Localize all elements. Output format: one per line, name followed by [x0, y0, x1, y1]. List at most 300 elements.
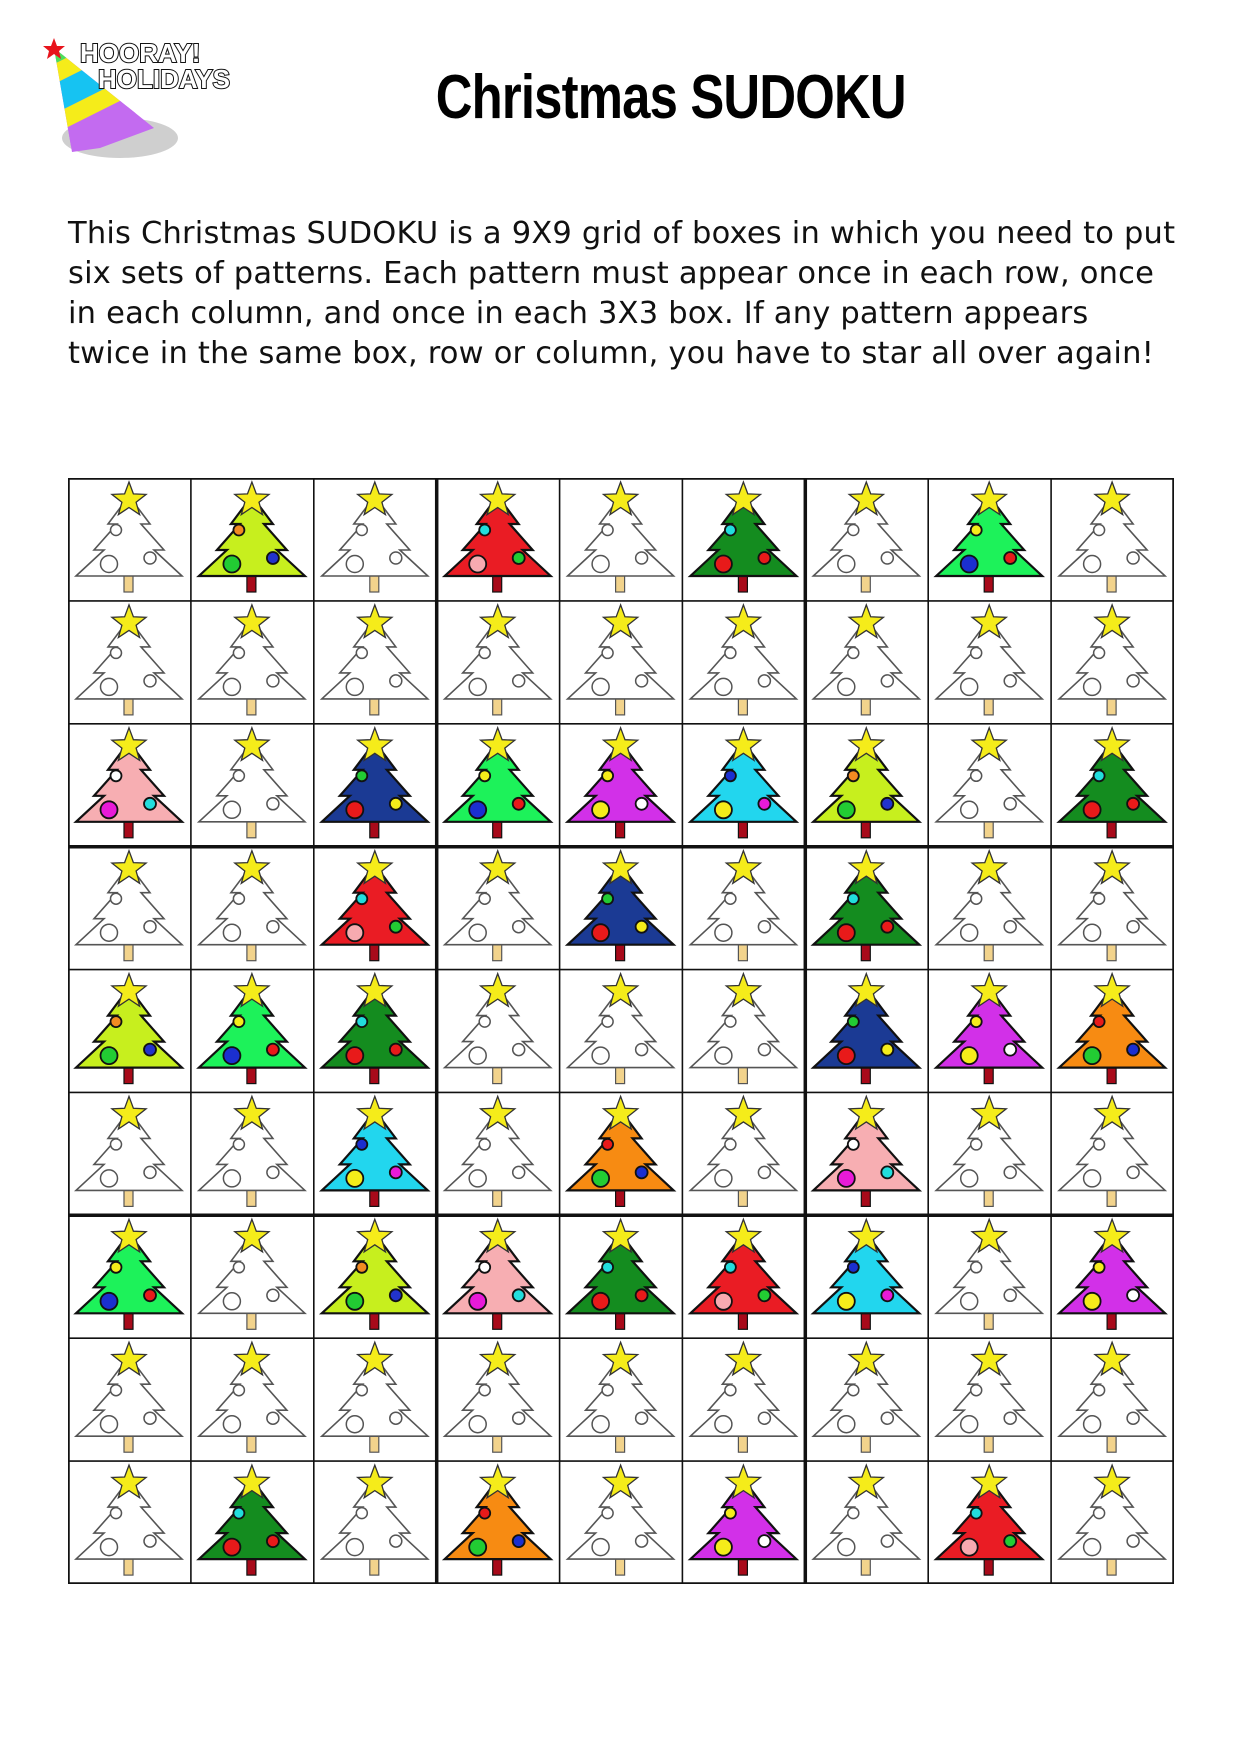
- ornament: [1127, 1044, 1139, 1056]
- ornament: [602, 647, 613, 658]
- sudoku-cell[interactable]: [568, 605, 674, 715]
- ornament: [101, 1293, 118, 1310]
- ornament: [101, 556, 118, 573]
- ornament: [223, 801, 240, 818]
- sudoku-cell[interactable]: [76, 974, 182, 1084]
- sudoku-cell[interactable]: [199, 605, 305, 715]
- sudoku-cell[interactable]: [813, 605, 919, 715]
- ornament: [1004, 798, 1016, 810]
- ornament: [758, 552, 770, 564]
- ornament: [848, 770, 859, 781]
- ornament: [144, 921, 156, 933]
- sudoku-cell[interactable]: [936, 851, 1042, 961]
- sudoku-cell[interactable]: [936, 1342, 1042, 1452]
- sudoku-cell[interactable]: [322, 605, 428, 715]
- ornament: [725, 1508, 736, 1519]
- ornament: [1127, 1535, 1139, 1547]
- ornament: [592, 556, 609, 573]
- ornament: [971, 1385, 982, 1396]
- ornament: [592, 1170, 609, 1187]
- ornament: [1127, 1166, 1139, 1178]
- ornament: [267, 798, 279, 810]
- ornament: [848, 1262, 859, 1273]
- sudoku-cell[interactable]: [813, 1342, 919, 1452]
- ornament: [725, 1016, 736, 1027]
- ornament: [1127, 675, 1139, 687]
- ornament: [111, 770, 122, 781]
- ornament: [592, 801, 609, 818]
- sudoku-cell[interactable]: [445, 605, 551, 715]
- ornament: [101, 1416, 118, 1433]
- ornament: [469, 1539, 486, 1556]
- sudoku-cell[interactable]: [1059, 728, 1165, 838]
- sudoku-cell[interactable]: [813, 1219, 919, 1329]
- ornament: [267, 675, 279, 687]
- sudoku-cell[interactable]: [690, 728, 796, 838]
- sudoku-cell[interactable]: [813, 974, 919, 1084]
- instructions: This Christmas SUDOKU is a 9X9 grid of boxes in which you need to put six sets of patterns. Each pattern must appear once in each row, once in each column, and once in each 3X3 box. If any pattern appears twice in the same box, row or column, you have to star all over again!: [68, 216, 1176, 371]
- ornament: [636, 921, 648, 933]
- sudoku-cell[interactable]: [322, 1096, 428, 1206]
- ornament: [971, 1262, 982, 1273]
- ornament: [715, 678, 732, 695]
- ornament: [513, 798, 525, 810]
- sudoku-cell[interactable]: [322, 1219, 428, 1329]
- ornament: [838, 924, 855, 941]
- sudoku-cell[interactable]: [568, 728, 674, 838]
- ornament: [144, 1044, 156, 1056]
- ornament: [961, 1539, 978, 1556]
- ornament: [758, 1535, 770, 1547]
- ornament: [267, 1289, 279, 1301]
- ornament: [223, 924, 240, 941]
- sudoku-cell[interactable]: [445, 728, 551, 838]
- ornament: [223, 1047, 240, 1064]
- ornament: [346, 1047, 363, 1064]
- ornament: [848, 893, 859, 904]
- ornament: [971, 770, 982, 781]
- ornament: [479, 1016, 490, 1027]
- ornament: [1094, 647, 1105, 658]
- ornament: [838, 1170, 855, 1187]
- sudoku-cell[interactable]: [76, 851, 182, 961]
- sudoku-cell[interactable]: [199, 728, 305, 838]
- ornament: [144, 1289, 156, 1301]
- ornament: [881, 921, 893, 933]
- sudoku-cell[interactable]: [76, 1342, 182, 1452]
- ornament: [479, 893, 490, 904]
- ornament: [479, 525, 490, 536]
- ornament: [758, 675, 770, 687]
- ornament: [1084, 801, 1101, 818]
- sudoku-cell[interactable]: [568, 1342, 674, 1452]
- sudoku-cell[interactable]: [690, 1219, 796, 1329]
- ornament: [469, 1047, 486, 1064]
- ornament: [1084, 1539, 1101, 1556]
- ornament: [881, 1166, 893, 1178]
- ornament: [602, 1139, 613, 1150]
- ornament: [848, 1385, 859, 1396]
- ornament: [848, 1508, 859, 1519]
- ornament: [346, 1539, 363, 1556]
- ornament: [592, 678, 609, 695]
- ornament: [1127, 552, 1139, 564]
- ornament: [144, 675, 156, 687]
- ornament: [144, 1412, 156, 1424]
- ornament: [346, 678, 363, 695]
- sudoku-cell[interactable]: [690, 1342, 796, 1452]
- ornament: [101, 1170, 118, 1187]
- ornament: [390, 1044, 402, 1056]
- ornament: [971, 647, 982, 658]
- ornament: [848, 1139, 859, 1150]
- ornament: [233, 1016, 244, 1027]
- ornament: [1084, 1047, 1101, 1064]
- ornament: [390, 798, 402, 810]
- sudoku-cell[interactable]: [322, 1342, 428, 1452]
- ornament: [961, 556, 978, 573]
- ornament: [881, 1044, 893, 1056]
- ornament: [838, 1416, 855, 1433]
- sudoku-grid: [68, 478, 1174, 1584]
- ornament: [758, 1289, 770, 1301]
- ornament: [758, 921, 770, 933]
- ornament: [636, 1535, 648, 1547]
- ornament: [1004, 675, 1016, 687]
- ornament: [602, 1016, 613, 1027]
- sudoku-cell[interactable]: [690, 1096, 796, 1206]
- sudoku-cell[interactable]: [936, 728, 1042, 838]
- ornament: [636, 1166, 648, 1178]
- ornament: [1127, 798, 1139, 810]
- logo-line-1: HOORAY!: [80, 38, 201, 68]
- ornament: [725, 893, 736, 904]
- ornament: [838, 1293, 855, 1310]
- ornament: [602, 1508, 613, 1519]
- sudoku-cell[interactable]: [568, 974, 674, 1084]
- ornament: [1084, 924, 1101, 941]
- ornament: [1094, 525, 1105, 536]
- ornament: [346, 924, 363, 941]
- ornament: [971, 1016, 982, 1027]
- ornament: [356, 647, 367, 658]
- sudoku-cell[interactable]: [76, 728, 182, 838]
- ornament: [592, 1539, 609, 1556]
- logo-line-2: HOLIDAYS: [98, 64, 230, 94]
- ornament: [223, 1539, 240, 1556]
- ornament: [233, 893, 244, 904]
- ornament: [961, 1047, 978, 1064]
- ornament: [101, 924, 118, 941]
- ornament: [469, 801, 486, 818]
- ornament: [1094, 770, 1105, 781]
- ornament: [881, 675, 893, 687]
- ornament: [513, 1044, 525, 1056]
- ornament: [144, 1535, 156, 1547]
- ornament: [602, 1385, 613, 1396]
- sudoku-cell[interactable]: [199, 1465, 305, 1575]
- ornament: [602, 525, 613, 536]
- sudoku-cell[interactable]: [1059, 1465, 1165, 1575]
- sudoku-cell[interactable]: [76, 1465, 182, 1575]
- ornament: [592, 1416, 609, 1433]
- ornament: [233, 770, 244, 781]
- ornament: [1004, 1412, 1016, 1424]
- ornament: [1004, 1044, 1016, 1056]
- ornament: [144, 552, 156, 564]
- sudoku-cell[interactable]: [1059, 1096, 1165, 1206]
- ornament: [1094, 1508, 1105, 1519]
- ornament: [1094, 1139, 1105, 1150]
- sudoku-cell[interactable]: [76, 1096, 182, 1206]
- ornament: [881, 1289, 893, 1301]
- ornament: [513, 1289, 525, 1301]
- ornament: [479, 1508, 490, 1519]
- ornament: [469, 1293, 486, 1310]
- sudoku-cell[interactable]: [690, 974, 796, 1084]
- sudoku-cell[interactable]: [1059, 605, 1165, 715]
- ornament: [101, 1047, 118, 1064]
- ornament: [961, 1293, 978, 1310]
- ornament: [233, 1262, 244, 1273]
- ornament: [267, 1166, 279, 1178]
- ornament: [513, 1412, 525, 1424]
- sudoku-cell[interactable]: [199, 974, 305, 1084]
- ornament: [267, 552, 279, 564]
- ornament: [715, 801, 732, 818]
- ornament: [233, 1508, 244, 1519]
- ornament: [356, 525, 367, 536]
- ornament: [715, 1416, 732, 1433]
- sudoku-cell[interactable]: [445, 974, 551, 1084]
- ornament: [223, 1170, 240, 1187]
- ornament: [233, 1139, 244, 1150]
- sudoku-cell[interactable]: [199, 1096, 305, 1206]
- ornament: [715, 1170, 732, 1187]
- ornament: [356, 1508, 367, 1519]
- ornament: [838, 801, 855, 818]
- ornament: [390, 1166, 402, 1178]
- ornament: [111, 1139, 122, 1150]
- ornament: [848, 525, 859, 536]
- ornament: [636, 552, 648, 564]
- ornament: [346, 1416, 363, 1433]
- ornament: [1084, 1170, 1101, 1187]
- ornament: [1004, 1166, 1016, 1178]
- ornament: [1004, 552, 1016, 564]
- ornament: [267, 1044, 279, 1056]
- ornament: [961, 1416, 978, 1433]
- sudoku-cell[interactable]: [445, 1342, 551, 1452]
- ornament: [838, 1047, 855, 1064]
- ornament: [838, 678, 855, 695]
- page-title: Christmas SUDOKU: [435, 63, 906, 132]
- ornament: [479, 1385, 490, 1396]
- ornament: [602, 770, 613, 781]
- ornament: [111, 647, 122, 658]
- ornament: [1094, 1385, 1105, 1396]
- sudoku-cell[interactable]: [568, 482, 674, 592]
- ornament: [1084, 678, 1101, 695]
- ornament: [346, 801, 363, 818]
- ornament: [233, 647, 244, 658]
- ornament: [233, 1385, 244, 1396]
- ornament: [881, 798, 893, 810]
- ornament: [144, 798, 156, 810]
- ornament: [1127, 921, 1139, 933]
- sudoku-cell[interactable]: [1059, 851, 1165, 961]
- ornament: [725, 1139, 736, 1150]
- sudoku-cell[interactable]: [690, 1465, 796, 1575]
- ornament: [390, 1535, 402, 1547]
- ornament: [469, 924, 486, 941]
- ornament: [356, 1262, 367, 1273]
- ornament: [111, 525, 122, 536]
- ornament: [725, 1385, 736, 1396]
- ornament: [1004, 1289, 1016, 1301]
- ornament: [479, 647, 490, 658]
- ornament: [223, 678, 240, 695]
- ornament: [592, 924, 609, 941]
- sudoku-cell[interactable]: [445, 851, 551, 961]
- ornament: [1084, 556, 1101, 573]
- sudoku-cell[interactable]: [568, 1219, 674, 1329]
- sudoku-cell[interactable]: [322, 851, 428, 961]
- ornament: [513, 1535, 525, 1547]
- sudoku-cell[interactable]: [1059, 974, 1165, 1084]
- ornament: [715, 1047, 732, 1064]
- ornament: [111, 1385, 122, 1396]
- ornament: [390, 1289, 402, 1301]
- sudoku-cell[interactable]: [322, 728, 428, 838]
- sudoku-cell[interactable]: [199, 1219, 305, 1329]
- ornament: [725, 525, 736, 536]
- ornament: [356, 893, 367, 904]
- ornament: [881, 552, 893, 564]
- sudoku-cell[interactable]: [1059, 1219, 1165, 1329]
- ornament: [881, 1535, 893, 1547]
- sudoku-cell[interactable]: [445, 482, 551, 592]
- ornament: [346, 1293, 363, 1310]
- sudoku-cell[interactable]: [568, 1096, 674, 1206]
- sudoku-cell[interactable]: [568, 851, 674, 961]
- ornament: [961, 678, 978, 695]
- sudoku-cell[interactable]: [199, 1342, 305, 1452]
- ornament: [725, 647, 736, 658]
- ornament: [636, 675, 648, 687]
- ornament: [469, 556, 486, 573]
- ornament: [636, 1412, 648, 1424]
- ornament: [1004, 1535, 1016, 1547]
- sudoku-cell[interactable]: [1059, 482, 1165, 592]
- ornament: [111, 1262, 122, 1273]
- sudoku-cell[interactable]: [445, 1219, 551, 1329]
- ornament: [1094, 1016, 1105, 1027]
- ornament: [101, 1539, 118, 1556]
- ornament: [101, 678, 118, 695]
- sudoku-cell[interactable]: [813, 1096, 919, 1206]
- ornament: [971, 525, 982, 536]
- ornament: [233, 525, 244, 536]
- ornament: [390, 921, 402, 933]
- sudoku-cell[interactable]: [322, 482, 428, 592]
- ornament: [636, 798, 648, 810]
- sudoku-cell[interactable]: [936, 1465, 1042, 1575]
- ornament: [961, 801, 978, 818]
- ornament: [513, 675, 525, 687]
- sudoku-cell[interactable]: [813, 728, 919, 838]
- sudoku-cell[interactable]: [568, 1465, 674, 1575]
- ornament: [513, 921, 525, 933]
- ornament: [758, 1412, 770, 1424]
- sudoku-cell[interactable]: [936, 605, 1042, 715]
- sudoku-cell[interactable]: [445, 1465, 551, 1575]
- ornament: [838, 556, 855, 573]
- sudoku-cell[interactable]: [936, 1096, 1042, 1206]
- ornament: [592, 1047, 609, 1064]
- sudoku-cell[interactable]: [445, 1096, 551, 1206]
- ornament: [390, 552, 402, 564]
- sudoku-cell[interactable]: [76, 482, 182, 592]
- ornament: [111, 1016, 122, 1027]
- sudoku-cell[interactable]: [813, 851, 919, 961]
- ornament: [636, 1044, 648, 1056]
- ornament: [513, 552, 525, 564]
- ornament: [725, 1262, 736, 1273]
- sudoku-cell[interactable]: [936, 974, 1042, 1084]
- sudoku-cell[interactable]: [199, 851, 305, 961]
- ornament: [346, 1170, 363, 1187]
- sudoku-cell[interactable]: [1059, 1342, 1165, 1452]
- sudoku-cell[interactable]: [813, 482, 919, 592]
- ornament: [725, 770, 736, 781]
- ornament: [267, 921, 279, 933]
- ornament: [758, 1044, 770, 1056]
- ornament: [479, 770, 490, 781]
- ornament: [636, 1289, 648, 1301]
- ornament: [602, 893, 613, 904]
- sudoku-cell[interactable]: [322, 974, 428, 1084]
- ornament: [715, 924, 732, 941]
- ornament: [838, 1539, 855, 1556]
- ornament: [848, 1016, 859, 1027]
- sudoku-cell[interactable]: [936, 1219, 1042, 1329]
- ornament: [223, 1293, 240, 1310]
- ornament: [971, 1508, 982, 1519]
- sudoku-cell[interactable]: [690, 605, 796, 715]
- ornament: [111, 893, 122, 904]
- sudoku-cell[interactable]: [690, 482, 796, 592]
- sudoku-cell[interactable]: [690, 851, 796, 961]
- sudoku-cell[interactable]: [813, 1465, 919, 1575]
- ornament: [1094, 893, 1105, 904]
- ornament: [971, 1139, 982, 1150]
- sudoku-cell[interactable]: [322, 1465, 428, 1575]
- sudoku-cell[interactable]: [936, 482, 1042, 592]
- ornament: [223, 556, 240, 573]
- ornament: [267, 1412, 279, 1424]
- sudoku-cell[interactable]: [76, 605, 182, 715]
- ornament: [356, 1385, 367, 1396]
- sudoku-cell[interactable]: [199, 482, 305, 592]
- ornament: [346, 556, 363, 573]
- ornament: [144, 1166, 156, 1178]
- ornament: [1084, 1416, 1101, 1433]
- ornament: [961, 1170, 978, 1187]
- ornament: [758, 798, 770, 810]
- sudoku-cell[interactable]: [76, 1219, 182, 1329]
- ornament: [223, 1416, 240, 1433]
